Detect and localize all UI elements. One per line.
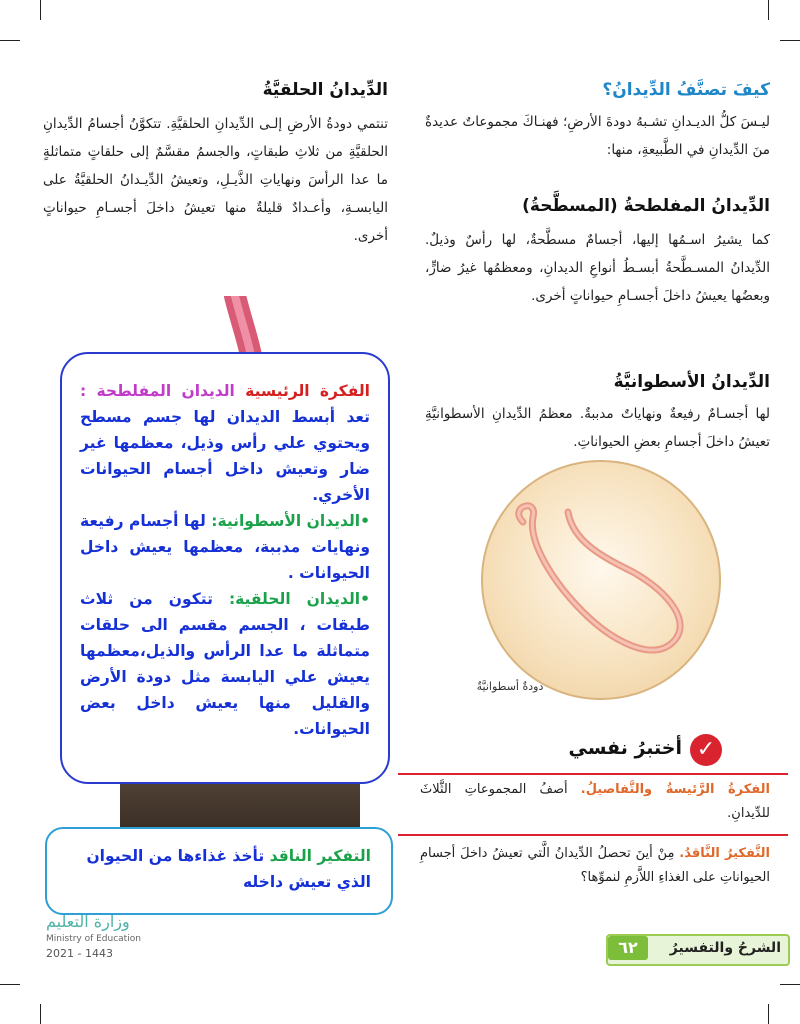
note-label-flat: الديدان المفلطحة : [80, 382, 235, 400]
crop-mark [0, 40, 20, 41]
q2-text: مِنْ أينَ تحصلُ الدِّيدانُ الَّتي تعيشُ داخلَ أجسامِ الحيواناتِ على الغذاءِ اللاَّزمِ لنموِّها؟ [420, 846, 770, 885]
critical-answer: تأخذ غذاءها من الحيوان الذي تعيش داخله [86, 847, 371, 891]
crop-mark [0, 984, 20, 985]
checkmark-icon: ✓ [690, 734, 722, 766]
crop-mark [780, 40, 800, 41]
flat-worms-paragraph: كما يشيرُ اسـمُها إليها، أجسامٌ مسطَّحةٌ، لها رأسٌ وذيلٌ. الدِّيدانُ المسـطَّحةُ أبسـطُ أنواعِ الديدانِ، ومعظمُها غيرُ ضارٍّ، وبعضُها يعيشُ داخلَ أجسـامِ حيواناتٍ أخرى. [425, 232, 770, 304]
intro-paragraph: ليـسَ كلُّ الديـدانِ تشـبهُ دودةَ الأرضِ؛ فهنـاكَ مجموعاتٌ عديدةٌ منَ الدِّيدانِ في الطَّبيعةِ، منها: [425, 114, 770, 158]
note-flat-text: تعد أبسط الديدان لها جسم مسطح ويحتوي علي رأس وذيل، معظمها غير ضار وتعيش داخل أجسام الحيوانات الأخري. [80, 408, 370, 504]
crop-mark [768, 1004, 769, 1024]
crop-mark [40, 1004, 41, 1024]
crop-mark [768, 0, 769, 20]
question-1 [420, 778, 770, 826]
ministry-english: Ministry of Education [46, 934, 141, 944]
crop-mark [780, 984, 800, 985]
note-round-text: لها أجسام رفيعة ونهايات مدببة، معظمها يعيش داخل الحيوانات . [80, 512, 370, 582]
round-worms-heading: الدِّيدانُ الأسطوانيَّةُ [613, 372, 770, 392]
note-ring-text: تتكون من ثلاث طبقات ، الجسم مقسم الى حلقات متماثلة ما عدا الرأس والذيل،معظمها يعيش علي اليابسة مثل دودة الأرض والقليل منها يعيش داخل بعض الحيوانات. [80, 590, 370, 738]
roundworm-image [481, 460, 721, 700]
annelid-paragraph: تنتمي دودةُ الأرضِ إلـى الدِّيدانِ الحلقيَّةِ. تتكوَّنُ أجسامُ الدِّيدانِ الحلقيَّةِ من ثلاثِ طبقاتٍ، والجسمُ مقسَّمٌ إلى حلقاتٍ متماثلةٍ ما عدا الرأسَ ونهاياتِ الذَّيـلِ، وتعيشُ الدِّيـدانُ الحلقيَّةُ على اليابسـةِ، وأعـدادٌ قليلةٌ منها تعيشُ داخلَ أجسـامِ حيواناتٍ أخرى. [43, 116, 388, 244]
footer-section: الشرحُ والتفسيرُ [669, 940, 781, 956]
question-2 [420, 842, 770, 890]
note-label-ring: •الديدان الحلقية: [228, 590, 370, 608]
round-worms-paragraph: لها أجسـامٌ رفيعةٌ ونهاياتٌ مدببةٌ. معظمُ الدِّيدانِ الأسطوانيَّةِ تعيشُ داخلَ أجسامِ بعضِ الحيواناتِ. [425, 406, 770, 450]
page-number: ٦٢ [608, 936, 648, 960]
q1-text: أصفُ المجموعاتِ الثَّلاثَ للدِّيدانِ. [420, 782, 770, 821]
flat-worms-heading: الدِّيدانُ المفلطحةُ (المسطَّحةُ) [522, 196, 770, 216]
main-idea-note [60, 352, 390, 784]
critical-thinking-note [45, 827, 393, 915]
divider [398, 834, 788, 836]
roundworm-illustration [483, 462, 719, 698]
crop-mark [40, 0, 41, 20]
self-test-title: أختبرُ نفسي [568, 737, 682, 759]
edition-year: 2021 - 1443 [46, 947, 113, 960]
section-heading: كيفَ تصنَّفُ الدِّيدانُ؟ [602, 80, 770, 100]
q1-label: الفكرةُ الرَّئيسةُ والتَّفاصيلُ. [580, 782, 770, 797]
q2-label: التَّفكيرُ النَّاقدُ. [679, 846, 770, 861]
note-label-idea: الفكرة الرئيسية [245, 382, 370, 400]
critical-label: التفكير الناقد [269, 847, 371, 865]
note-label-round: •الديدان الأسطوانية: [211, 512, 370, 530]
annelid-heading: الدِّيدانُ الحلقيَّةُ [262, 80, 388, 100]
image-caption: دودةٌ أسطوانيَّةٌ [476, 680, 544, 693]
divider [398, 773, 788, 775]
ministry-logo: وزارة التعليم [46, 912, 130, 931]
